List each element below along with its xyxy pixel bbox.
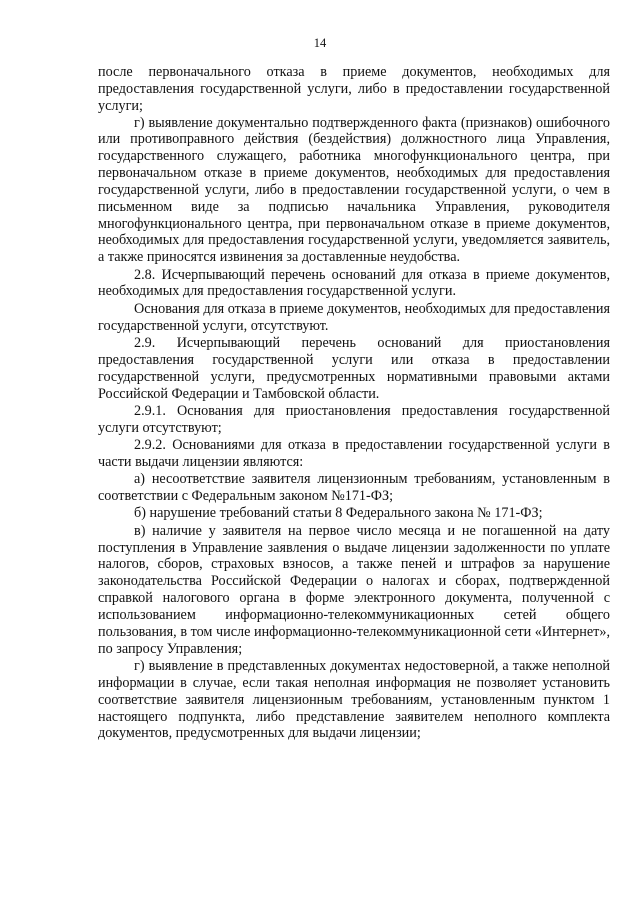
paragraph-no-grounds: Основания для отказа в приеме документов, необходимых для предоставления государственной услуги, отсутствуют. xyxy=(98,300,610,334)
paragraph-item-v: в) наличие у заявителя на первое число месяца и не погашенной на дату поступления в Управление заявления о выдаче лицензии задолженности по уплате налогов, сборов, страховых взносов, а также пеней и штрафов за нарушение законодательства Российской Федерации о налогах и сборах, подтвержденной справкой налогового органа в форме электронного документа, полученной с использованием информационно-телекоммуникационных сетей общего пользования, в том числе информационно-телекоммуникационной сети «Интернет», по запросу Управления; xyxy=(98,522,610,657)
document-body xyxy=(98,64,610,742)
paragraph-2-9: 2.9. Исчерпывающий перечень оснований для приостановления предоставления государственной услуги или отказа в предоставлении государственной услуги, предусмотренных нормативными правовыми актами Российской Федерации и Тамбовской области. xyxy=(98,335,610,402)
paragraph-item-a: а) несоответствие заявителя лицензионным требованиям, установленным в соответствии с Федеральным законом №171-ФЗ; xyxy=(98,471,610,505)
paragraph-continuation: после первоначального отказа в приеме документов, необходимых для предоставления государственной услуги, либо в предоставлении государственной услуги; xyxy=(98,64,610,114)
paragraph-item-g-first: г) выявление документально подтвержденного факта (признаков) ошибочного или противоправного действия (бездействия) должностного лица Управления, государственного служащего, работника многофункционального центра, при первоначальном отказе в приеме документов, необходимых для предоставления государственной услуги, либо в предоставлении государственной услуги, о чем в письменном виде за подписью начальника Управления, руководителя многофункционального центра, при первоначальном отказе в приеме документов, необходимых для предоставления государственной услуги, уведомляется заявитель, а также приносятся извинения за доставленные неудобства. xyxy=(98,114,610,266)
paragraph-2-9-2: 2.9.2. Основаниями для отказа в предоставлении государственной услуги в части выдачи лицензии являются: xyxy=(98,437,610,470)
paragraph-item-g-second: г) выявление в представленных документах недостоверной, а также неполной информации в случае, если такая неполная информация не позволяет установить соответствие заявителя лицензионным требованиям, установленным пунктом 1 настоящего подпункта, либо представление заявителем неполного комплекта документов, предусмотренных для выдачи лицензии; xyxy=(98,658,610,742)
paragraph-2-9-1: 2.9.1. Основания для приостановления предоставления государственной услуги отсутствуют; xyxy=(98,402,610,436)
paragraph-2-8: 2.8. Исчерпывающий перечень оснований для отказа в приеме документов, необходимых для предоставления государственной услуги. xyxy=(98,266,610,300)
page-number: 14 xyxy=(313,36,327,50)
paragraph-item-b: б) нарушение требований статьи 8 Федерального закона № 171-ФЗ; xyxy=(134,505,543,522)
